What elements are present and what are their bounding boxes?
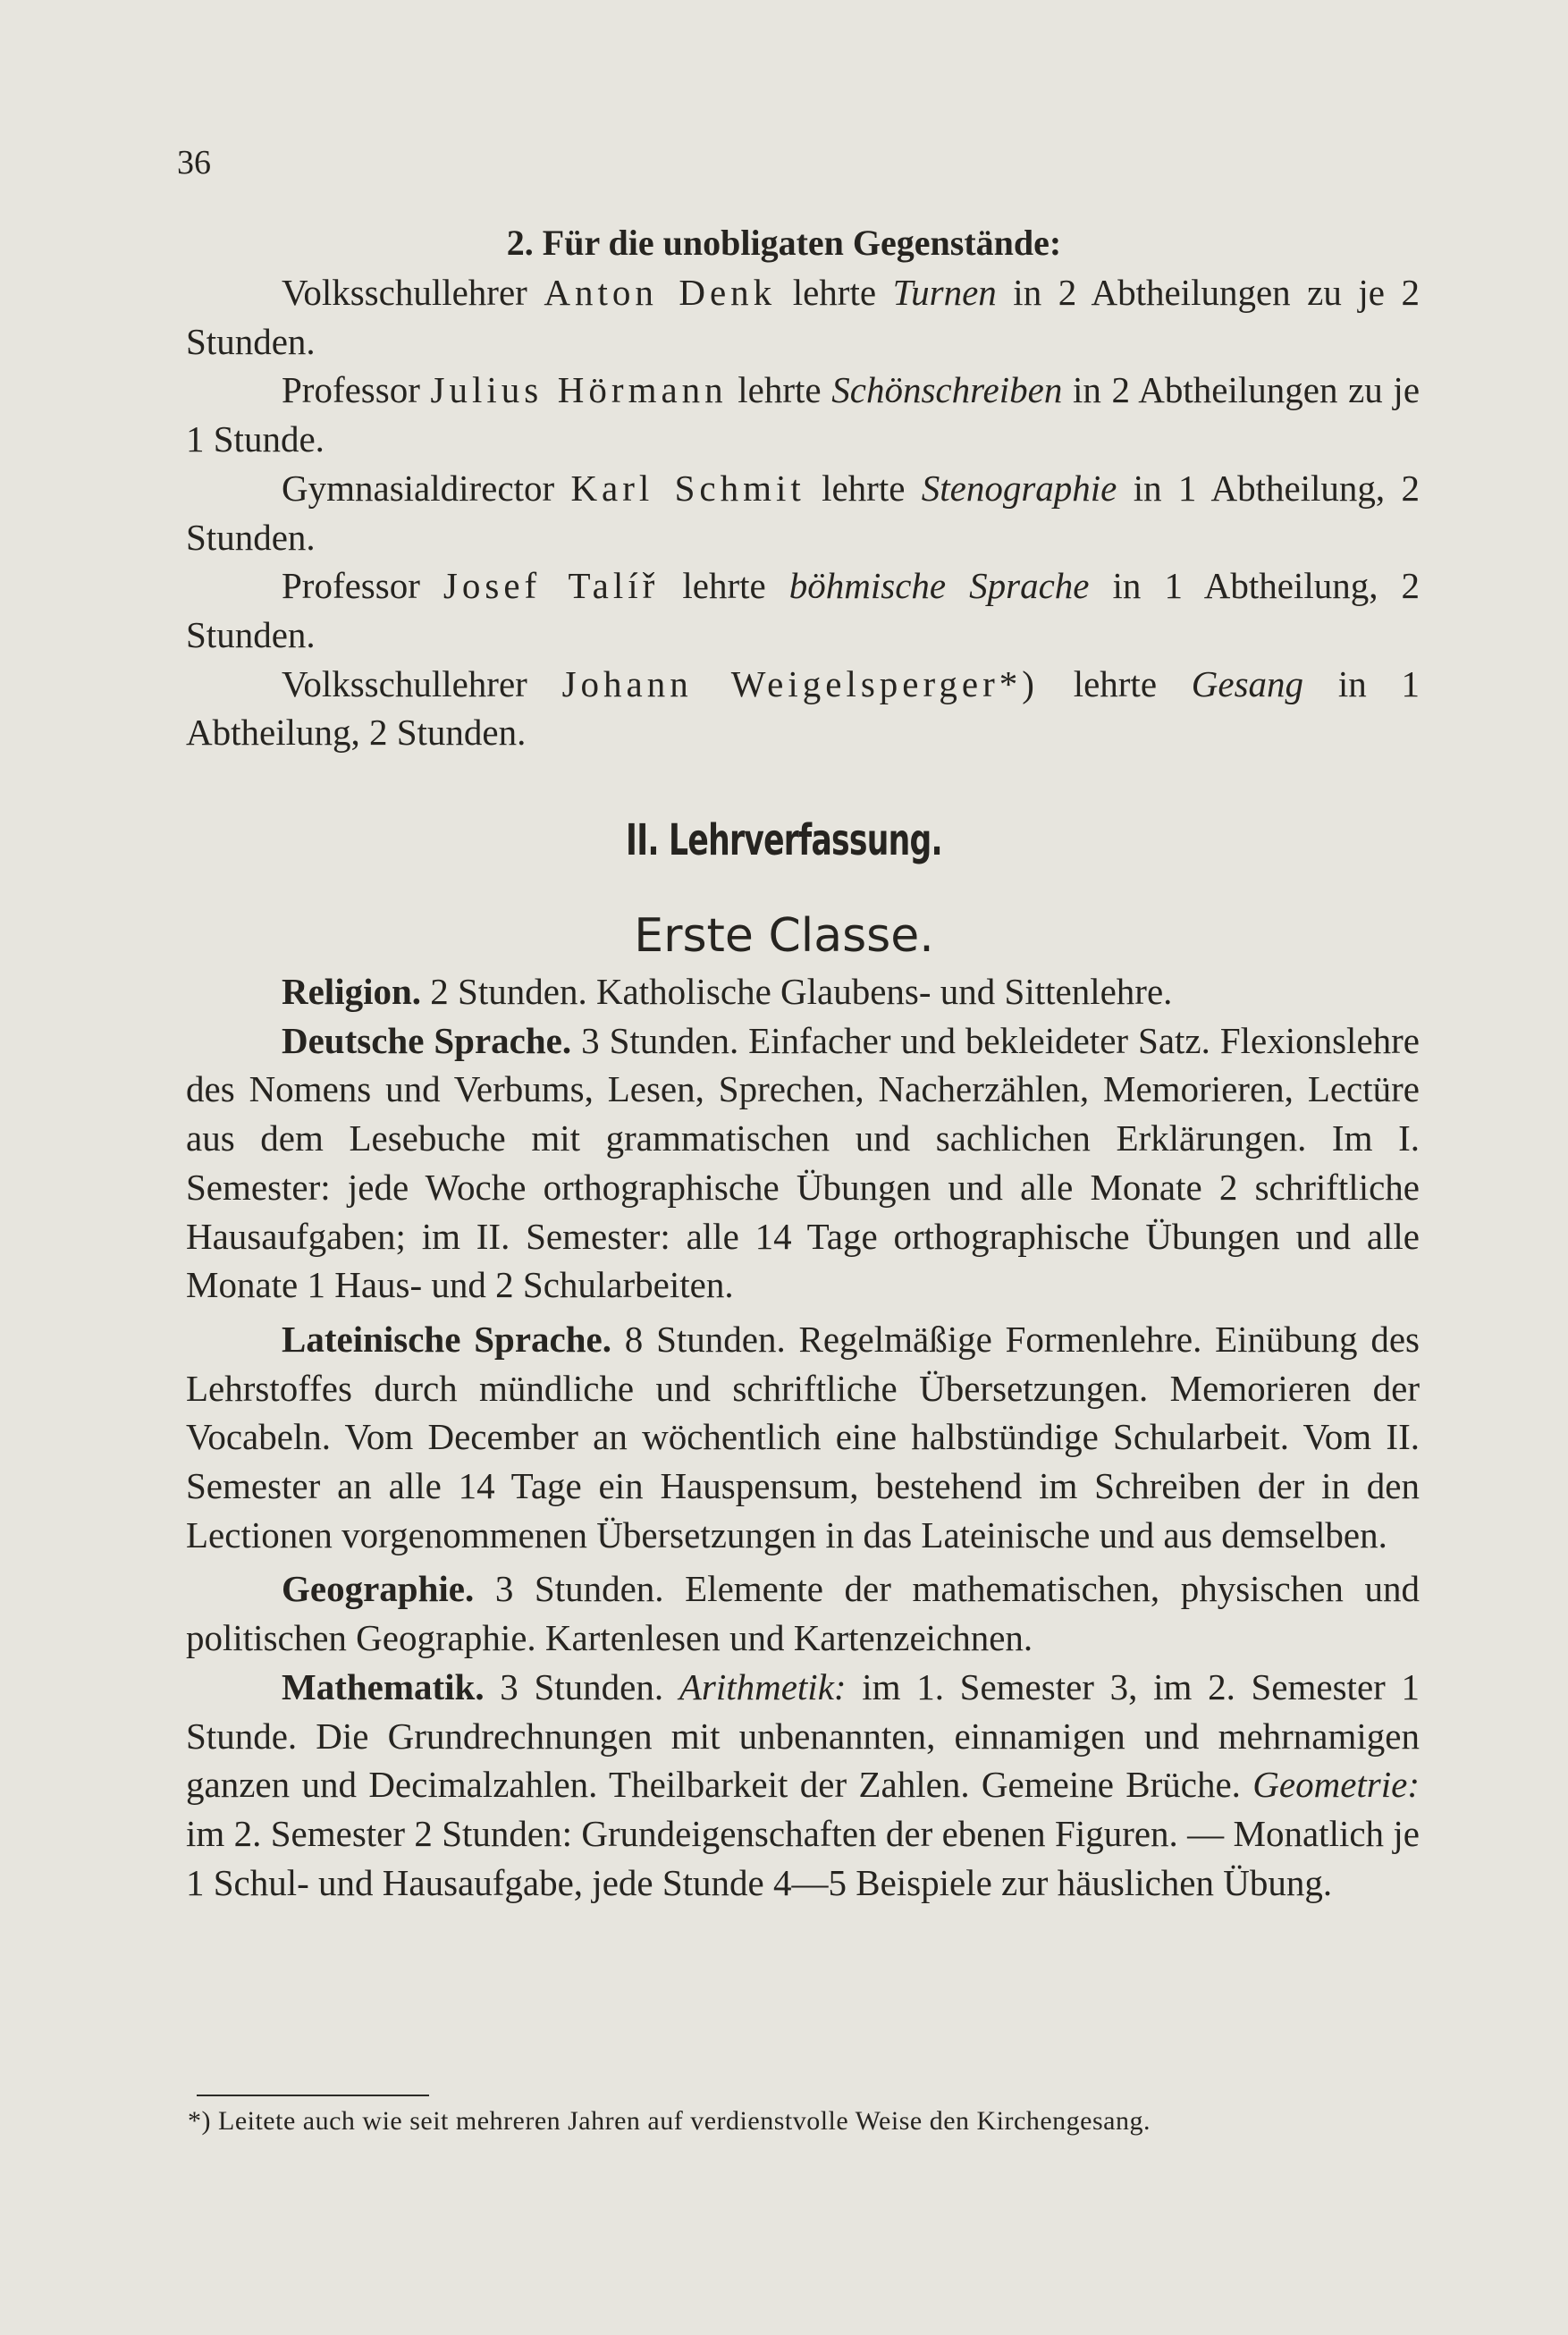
unobligat-heading: 2. Für die unobligaten Gegenstände: <box>506 223 1062 263</box>
subject-paragraph: Geographie. 3 Stunden. Elemente der mathematischen, physischen und politischen Geographie. Kartenlesen und Kartenzeichnen. <box>186 1568 1420 1659</box>
subject-label: Lateinische Sprache. <box>282 1318 611 1360</box>
class-title: Erste Classe. <box>634 909 934 963</box>
subject-name: Schönschreiben <box>831 369 1063 411</box>
curriculum <box>186 967 1420 1907</box>
subject-paragraph: Deutsche Sprache. 3 Stunden. Einfacher und bekleideter Satz. Flexionslehre des Nomens und Verbums, Lesen, Sprechen, Nacherzählen, Memorieren, Lectüre aus dem Lesebuche mit grammatischen und sachlichen Erklärungen. Im I. Semester: jede Woche orthographische Übungen und alle Monate 2 schriftliche Hausaufgaben; im II. Semester: alle 14 Tage orthographische Übungen und alle Monate 1 Haus- und 2 Schularbeiten. <box>186 1019 1420 1306</box>
teacher-name: Josef Talíř <box>443 565 660 607</box>
subject-paragraph: Religion. 2 Stunden. Katholische Glaubens- und Sittenlehre. <box>282 971 1173 1012</box>
unobligat-entry: Volksschullehrer Johann Weigelsperger*) lehrte Gesang in 1 Abtheilung, 2 Stunden. <box>186 662 1420 754</box>
footnote: *) Leitete auch wie seit mehreren Jahren auf verdienstvolle Weise den Kirchengesang. <box>188 2106 1151 2136</box>
unobligat-entry: Gymnasialdirector Karl Schmit lehrte Stenographie in 1 Abtheilung, 2 Stunden. <box>186 467 1420 558</box>
unobligat-entry: Volksschullehrer Anton Denk lehrte Turnen in 2 Abtheilungen zu je 2 Stunden. <box>186 272 1420 362</box>
unobligat-entry: Professor Julius Hörmann lehrte Schönschreiben in 2 Abtheilungen zu je 1 Stunde. <box>186 369 1420 460</box>
subject-paragraph: Lateinische Sprache. 8 Stunden. Regelmäßige Formenlehre. Einübung des Lehrstoffes durch mündliche und schriftliche Übersetzungen. Memorieren der Vocabeln. Vom December an wöchentlich eine halbstündige Schularbeit. Vom II. Semester an alle 14 Tage ein Hauspensum, bestehend im Schreiben der in den Lectionen vorgenommenen Übersetzungen in das Lateinische und aus demselben. <box>186 1318 1420 1555</box>
subject-name: Stenographie <box>921 467 1117 509</box>
footnote-rule <box>197 2095 429 2096</box>
subject-name: böhmische Sprache <box>788 565 1090 607</box>
page-number: 36 <box>177 144 211 181</box>
section-title: II. Lehrverfassung. <box>626 815 942 865</box>
subject-name: Turnen <box>892 272 997 313</box>
subject-label: Deutsche Sprache. <box>282 1019 572 1061</box>
subject-label: Geographie. <box>282 1568 475 1610</box>
teacher-name: Julius Hörmann <box>430 369 728 411</box>
subject-label: Mathematik. <box>282 1665 485 1707</box>
unobligat-list <box>186 268 1420 757</box>
teacher-name: Anton Denk <box>544 272 777 313</box>
subject-paragraph: Mathematik. 3 Stunden. Arithmetik: im 1. Semester 3, im 2. Semester 1 Stunde. Die Grundrechnungen mit unbenannten, einnamigen und mehrnamigen ganzen und Decimalzahlen. Theilbarkeit der Zahlen. Gemeine Brüche. Geometrie: im 2. Semester 2 Stunden: Grundeigenschaften der ebenen Figuren. — Monatlich je 1 Schul- und Hausaufgabe, jede Stunde 4—5 Beispiele zur häuslichen Übung. <box>186 1665 1420 1903</box>
teacher-name: Johann Weigelsperger*) <box>561 662 1039 704</box>
unobligat-entry: Professor Josef Talíř lehrte böhmische Sprache in 1 Abtheilung, 2 Stunden. <box>186 565 1420 655</box>
subject-name: Gesang <box>1191 662 1304 704</box>
teacher-name: Karl Schmit <box>570 467 805 509</box>
subject-label: Religion. <box>282 971 422 1012</box>
